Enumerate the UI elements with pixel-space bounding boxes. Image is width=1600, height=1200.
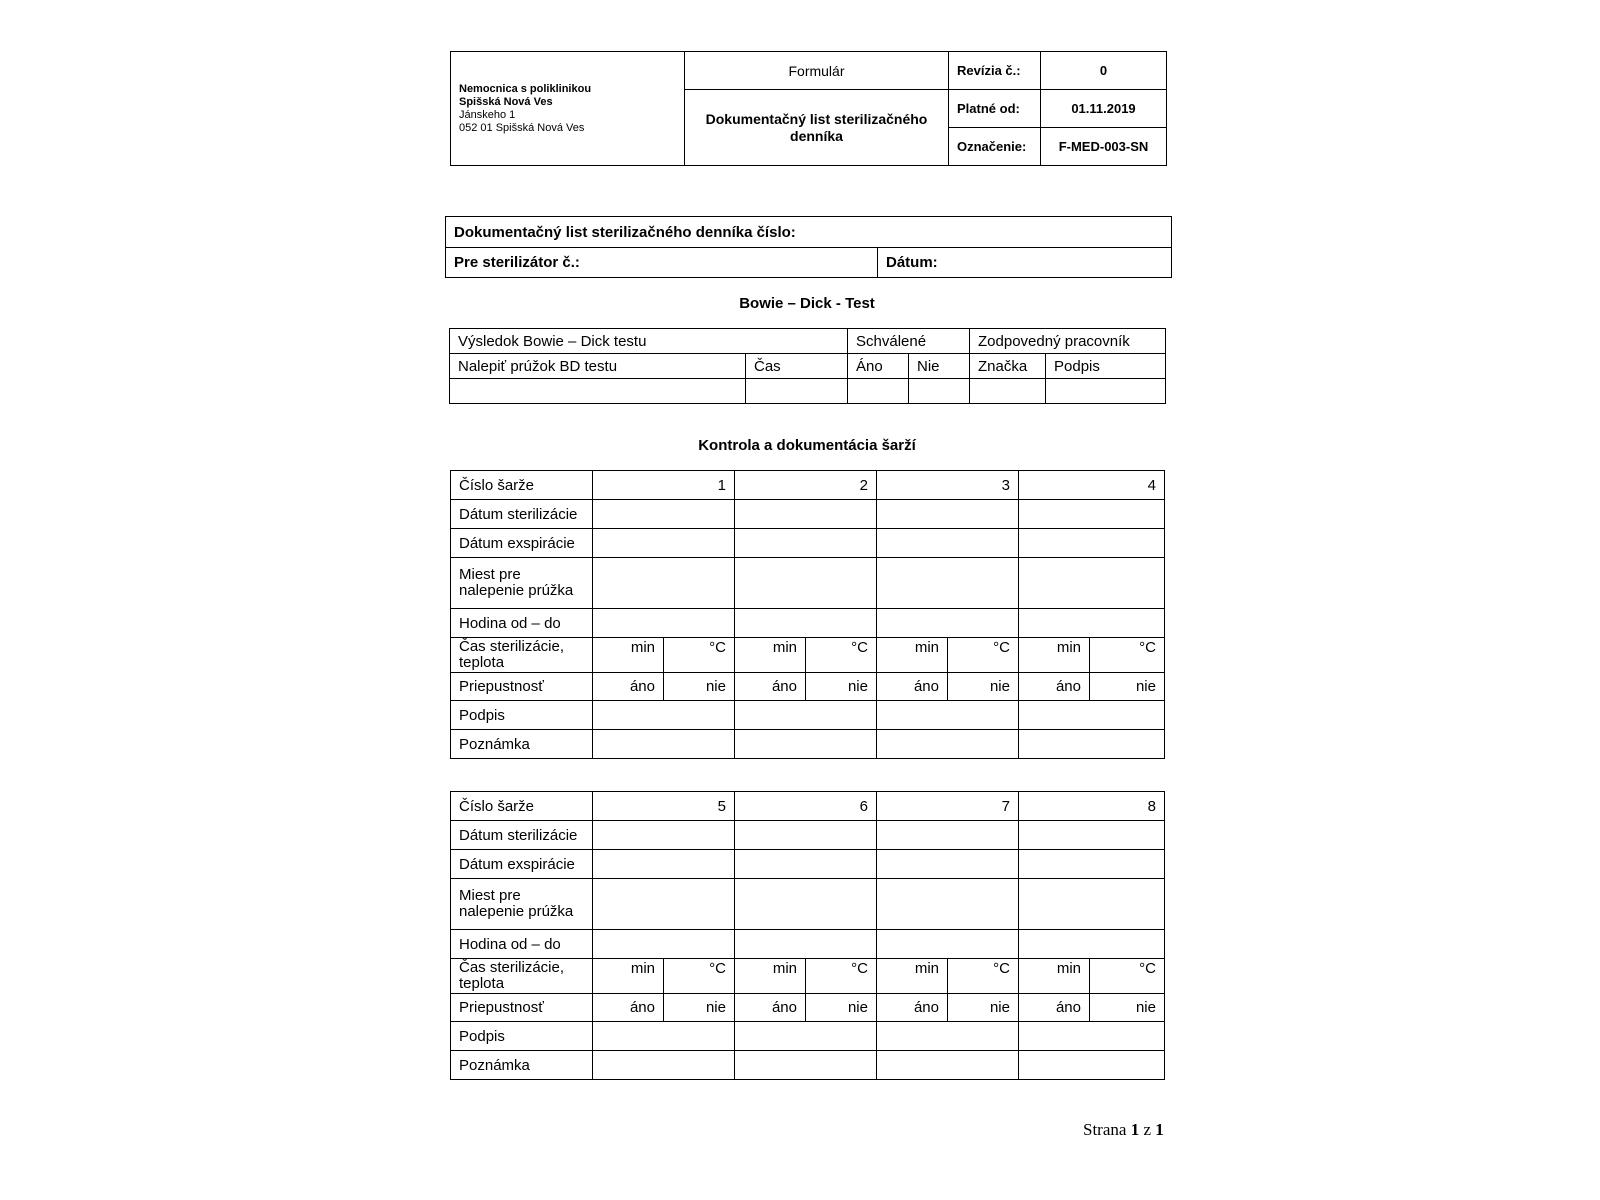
temperature-cell[interactable]: °C: [664, 959, 735, 994]
row-label-batch-no: Číslo šarže: [451, 792, 593, 821]
org-name-2: Spišská Nová Ves: [459, 95, 553, 108]
bd-signature-cell[interactable]: [1046, 379, 1166, 404]
bd-signature-header: Podpis: [1046, 354, 1166, 379]
bd-strip-cell[interactable]: [450, 379, 746, 404]
hour-cell[interactable]: [1019, 609, 1165, 638]
note-cell[interactable]: [877, 1051, 1019, 1080]
bd-no-header: Nie: [909, 354, 970, 379]
note-cell[interactable]: [593, 1051, 735, 1080]
hour-cell[interactable]: [735, 609, 877, 638]
bd-no-cell[interactable]: [909, 379, 970, 404]
row-label-expiration-date: Dátum exspirácie: [451, 529, 593, 558]
expiration-date-cell[interactable]: [593, 850, 735, 879]
bd-time-cell[interactable]: [746, 379, 848, 404]
permeability-no-cell[interactable]: nie: [1090, 994, 1165, 1022]
sterilization-date-cell[interactable]: [593, 821, 735, 850]
signature-cell[interactable]: [735, 701, 877, 730]
expiration-date-cell[interactable]: [735, 850, 877, 879]
time-min-cell[interactable]: min: [593, 959, 664, 994]
sterilization-date-cell[interactable]: [1019, 500, 1165, 529]
row-label-sterilization-date: Dátum sterilizácie: [451, 500, 593, 529]
valid-from-label: Platné od:: [949, 90, 1041, 128]
revision-value: 0: [1041, 52, 1167, 90]
date-field[interactable]: Dátum:: [878, 248, 1172, 278]
org-name-1: Nemocnica s poliklinikou: [459, 82, 592, 95]
permeability-yes-cell[interactable]: áno: [1019, 673, 1090, 701]
permeability-no-cell[interactable]: nie: [1090, 673, 1165, 701]
strip-place-cell[interactable]: [1019, 879, 1165, 930]
page-current: 1: [1130, 1120, 1140, 1139]
permeability-yes-cell[interactable]: áno: [877, 673, 948, 701]
permeability-yes-cell[interactable]: áno: [593, 994, 664, 1022]
row-label-permeability: Priepustnosť: [451, 673, 593, 701]
valid-from-value: 01.11.2019: [1041, 90, 1167, 128]
bd-yes-cell[interactable]: [848, 379, 909, 404]
row-label-note: Poznámka: [451, 730, 593, 759]
signature-cell[interactable]: [877, 701, 1019, 730]
signature-cell[interactable]: [735, 1022, 877, 1051]
strip-place-cell[interactable]: [877, 558, 1019, 609]
hour-cell[interactable]: [593, 930, 735, 959]
bd-mark-cell[interactable]: [970, 379, 1046, 404]
bowie-dick-table: [449, 328, 1166, 404]
organization-block: [451, 52, 685, 166]
temperature-cell[interactable]: °C: [1090, 638, 1165, 673]
page-number: [1083, 1120, 1164, 1140]
row-label-signature: Podpis: [451, 701, 593, 730]
revision-label: Revízia č.:: [949, 52, 1041, 90]
time-min-cell[interactable]: min: [735, 638, 806, 673]
permeability-no-cell[interactable]: nie: [948, 994, 1019, 1022]
time-min-cell[interactable]: min: [1019, 959, 1090, 994]
note-cell[interactable]: [735, 1051, 877, 1080]
document-list-box: [445, 216, 1172, 278]
expiration-date-cell[interactable]: [1019, 529, 1165, 558]
expiration-date-cell[interactable]: [735, 529, 877, 558]
batch-number: 5: [593, 792, 735, 821]
batch-number: 3: [877, 471, 1019, 500]
hour-cell[interactable]: [1019, 930, 1165, 959]
row-label-sterilization-date: Dátum sterilizácie: [451, 821, 593, 850]
batch-number: 4: [1019, 471, 1165, 500]
row-label-hour: Hodina od – do: [451, 930, 593, 959]
strip-place-cell[interactable]: [593, 558, 735, 609]
signature-cell[interactable]: [1019, 1022, 1165, 1051]
form-label: Formulár: [685, 52, 949, 90]
form-header-table: [450, 51, 1167, 166]
designation-label: Označenie:: [949, 128, 1041, 166]
org-street: Jánskeho 1: [459, 108, 516, 121]
note-cell[interactable]: [593, 730, 735, 759]
time-min-cell[interactable]: min: [877, 959, 948, 994]
row-label-expiration-date: Dátum exspirácie: [451, 850, 593, 879]
row-label-time-temp: Čas sterilizácie, teplota: [451, 959, 593, 994]
row-label-note: Poznámka: [451, 1051, 593, 1080]
document-number-field[interactable]: Dokumentačný list sterilizačného denníka číslo:: [446, 217, 1172, 248]
bd-mark-header: Značka: [970, 354, 1046, 379]
hour-cell[interactable]: [593, 609, 735, 638]
bd-time-header: Čas: [746, 354, 848, 379]
permeability-yes-cell[interactable]: áno: [735, 673, 806, 701]
expiration-date-cell[interactable]: [877, 529, 1019, 558]
temperature-cell[interactable]: °C: [948, 959, 1019, 994]
hour-cell[interactable]: [735, 930, 877, 959]
row-label-strip-place: Miest pre nalepenie prúžka: [451, 558, 593, 609]
signature-cell[interactable]: [593, 1022, 735, 1051]
strip-place-cell[interactable]: [877, 879, 1019, 930]
batch-number: 2: [735, 471, 877, 500]
expiration-date-cell[interactable]: [593, 529, 735, 558]
temperature-cell[interactable]: °C: [664, 638, 735, 673]
time-min-cell[interactable]: min: [735, 959, 806, 994]
temperature-cell[interactable]: °C: [806, 638, 877, 673]
note-cell[interactable]: [877, 730, 1019, 759]
permeability-no-cell[interactable]: nie: [806, 994, 877, 1022]
permeability-no-cell[interactable]: nie: [664, 673, 735, 701]
signature-cell[interactable]: [593, 701, 735, 730]
hour-cell[interactable]: [877, 930, 1019, 959]
strip-place-cell[interactable]: [735, 879, 877, 930]
expiration-date-cell[interactable]: [877, 850, 1019, 879]
strip-place-cell[interactable]: [1019, 558, 1165, 609]
bowie-dick-title: Bowie – Dick - Test: [739, 295, 875, 312]
org-city: 052 01 Spišská Nová Ves: [459, 121, 585, 134]
document-title: Dokumentačný list sterilizačného denníka: [685, 90, 949, 166]
permeability-yes-cell[interactable]: áno: [735, 994, 806, 1022]
row-label-signature: Podpis: [451, 1022, 593, 1051]
time-min-cell[interactable]: min: [593, 638, 664, 673]
permeability-yes-cell[interactable]: áno: [1019, 994, 1090, 1022]
bd-result-header: Výsledok Bowie – Dick testu: [450, 329, 848, 354]
temperature-cell[interactable]: °C: [1090, 959, 1165, 994]
strip-place-cell[interactable]: [735, 558, 877, 609]
strip-place-cell[interactable]: [593, 879, 735, 930]
row-label-permeability: Priepustnosť: [451, 994, 593, 1022]
permeability-yes-cell[interactable]: áno: [593, 673, 664, 701]
designation-value: F-MED-003-SN: [1041, 128, 1167, 166]
time-min-cell[interactable]: min: [1019, 638, 1090, 673]
sterilization-date-cell[interactable]: [735, 821, 877, 850]
signature-cell[interactable]: [1019, 701, 1165, 730]
of-word: z: [1143, 1120, 1151, 1139]
sterilization-date-cell[interactable]: [593, 500, 735, 529]
time-min-cell[interactable]: min: [877, 638, 948, 673]
batch-table-1: [450, 470, 1165, 759]
permeability-no-cell[interactable]: nie: [664, 994, 735, 1022]
batch-control-title: Kontrola a dokumentácia šarží: [698, 437, 916, 454]
expiration-date-cell[interactable]: [1019, 850, 1165, 879]
sterilizer-number-field[interactable]: Pre sterilizátor č.:: [446, 248, 878, 278]
batch-number: 6: [735, 792, 877, 821]
row-label-time-temp: Čas sterilizácie, teplota: [451, 638, 593, 673]
row-label-hour: Hodina od – do: [451, 609, 593, 638]
sterilization-date-cell[interactable]: [1019, 821, 1165, 850]
temperature-cell[interactable]: °C: [806, 959, 877, 994]
page-total: 1: [1155, 1120, 1164, 1139]
temperature-cell[interactable]: °C: [948, 638, 1019, 673]
batch-number: 8: [1019, 792, 1165, 821]
page-word: Strana: [1083, 1120, 1127, 1139]
note-cell[interactable]: [1019, 730, 1165, 759]
bd-responsible-header: Zodpovedný pracovník: [970, 329, 1166, 354]
permeability-no-cell[interactable]: nie: [948, 673, 1019, 701]
hour-cell[interactable]: [877, 609, 1019, 638]
bd-approved-header: Schválené: [848, 329, 970, 354]
signature-cell[interactable]: [877, 1022, 1019, 1051]
note-cell[interactable]: [735, 730, 877, 759]
permeability-no-cell[interactable]: nie: [806, 673, 877, 701]
bd-yes-header: Áno: [848, 354, 909, 379]
batch-table-2: [450, 791, 1165, 1080]
sterilization-date-cell[interactable]: [735, 500, 877, 529]
note-cell[interactable]: [1019, 1051, 1165, 1080]
row-label-strip-place: Miest pre nalepenie prúžka: [451, 879, 593, 930]
sterilization-date-cell[interactable]: [877, 500, 1019, 529]
row-label-batch-no: Číslo šarže: [451, 471, 593, 500]
batch-number: 1: [593, 471, 735, 500]
permeability-yes-cell[interactable]: áno: [877, 994, 948, 1022]
bd-strip-header: Nalepiť prúžok BD testu: [450, 354, 746, 379]
sterilization-date-cell[interactable]: [877, 821, 1019, 850]
batch-number: 7: [877, 792, 1019, 821]
